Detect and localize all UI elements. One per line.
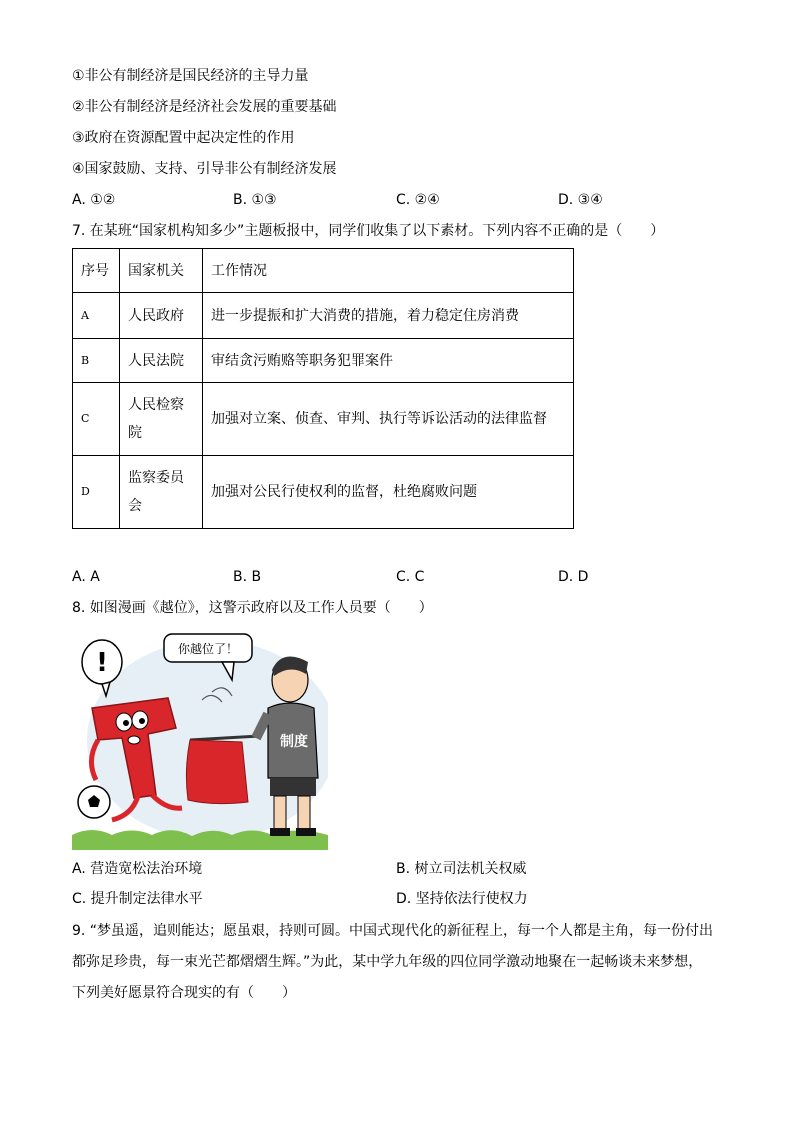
q8-option-c[interactable]: C. 提升制定法律水平 xyxy=(72,891,203,907)
q6-statement-3: ③政府在资源配置中起决定性的作用 xyxy=(72,130,295,146)
q9-line-2: 都弥足珍贵，每一束光芒都熠熠生辉。”为此，某中学九年级的四位同学激动地聚在一起畅谈未来梦想， xyxy=(72,954,703,970)
q6-statement-1: ①非公有制经济是国民经济的主导力量 xyxy=(72,68,309,84)
row-letter: C xyxy=(73,383,120,456)
table-row xyxy=(73,456,574,529)
q8-option-d[interactable]: D. 坚持依法行使权力 xyxy=(396,891,528,907)
row-organ: 人民法院 xyxy=(120,339,203,383)
q6-statement-4: ④国家鼓励、支持、引导非公有制经济发展 xyxy=(72,161,337,177)
q7-table xyxy=(72,248,574,529)
header-cell: 国家机关 xyxy=(120,249,203,293)
row-letter: A xyxy=(73,293,120,339)
q8-option-b[interactable]: B. 树立司法机关权威 xyxy=(396,861,527,877)
row-work: 审结贪污贿赂等职务犯罪案件 xyxy=(203,339,574,383)
row-organ: 监察委员会 xyxy=(120,456,203,529)
row-letter: B xyxy=(73,339,120,383)
q6-option-c[interactable]: C. ②④ xyxy=(396,192,440,208)
table-row xyxy=(73,383,574,456)
q8-stem: 8. 如图漫画《越位》，这警示政府以及工作人员要（ ） xyxy=(72,600,433,616)
q6-option-b[interactable]: B. ①③ xyxy=(233,192,277,208)
row-organ: 人民检察院 xyxy=(120,383,203,456)
row-organ: 人民政府 xyxy=(120,293,203,339)
q6-option-a[interactable]: A. ①② xyxy=(72,192,116,208)
row-work: 加强对公民行使权利的监督，杜绝腐败问题 xyxy=(203,456,574,529)
table-row xyxy=(73,293,574,339)
cartoon-image xyxy=(72,630,328,850)
q6-option-d[interactable]: D. ③④ xyxy=(558,192,603,208)
speech-text: 你越位了！ xyxy=(177,642,239,656)
row-work: 进一步提振和扩大消费的措施，着力稳定住房消费 xyxy=(203,293,574,339)
q7-stem: 7. 在某班“国家机构知多少”主题板报中，同学们收集了以下素材。下列内容不正确的是（ ） xyxy=(72,223,665,239)
q9-line-3: 下列美好愿景符合现实的有（ ） xyxy=(72,985,296,1001)
exclaim-text: ! xyxy=(96,648,108,678)
q7-option-c[interactable]: C. C xyxy=(396,569,425,585)
table-row xyxy=(73,339,574,383)
q6-statement-2: ②非公有制经济是经济社会发展的重要基础 xyxy=(72,99,337,115)
q7-option-d[interactable]: D. D xyxy=(558,569,589,585)
soccer-ball-icon xyxy=(78,786,110,818)
q7-option-a[interactable]: A. A xyxy=(72,569,100,585)
badge-text: 制度 xyxy=(280,734,308,750)
header-cell: 工作情况 xyxy=(203,249,574,293)
table-header-row xyxy=(73,249,574,293)
q9-line-1: 9. “梦虽遥，追则能达；愿虽艰，持则可圆。中国式现代化的新征程上，每一个人都是主角，每一份付出 xyxy=(72,923,714,939)
q8-option-a[interactable]: A. 营造宽松法治环境 xyxy=(72,861,203,877)
q7-option-b[interactable]: B. B xyxy=(233,569,262,585)
row-work: 加强对立案、侦查、审判、执行等诉讼活动的法律监督 xyxy=(203,383,574,456)
header-cell: 序号 xyxy=(73,249,120,293)
row-letter: D xyxy=(73,456,120,529)
